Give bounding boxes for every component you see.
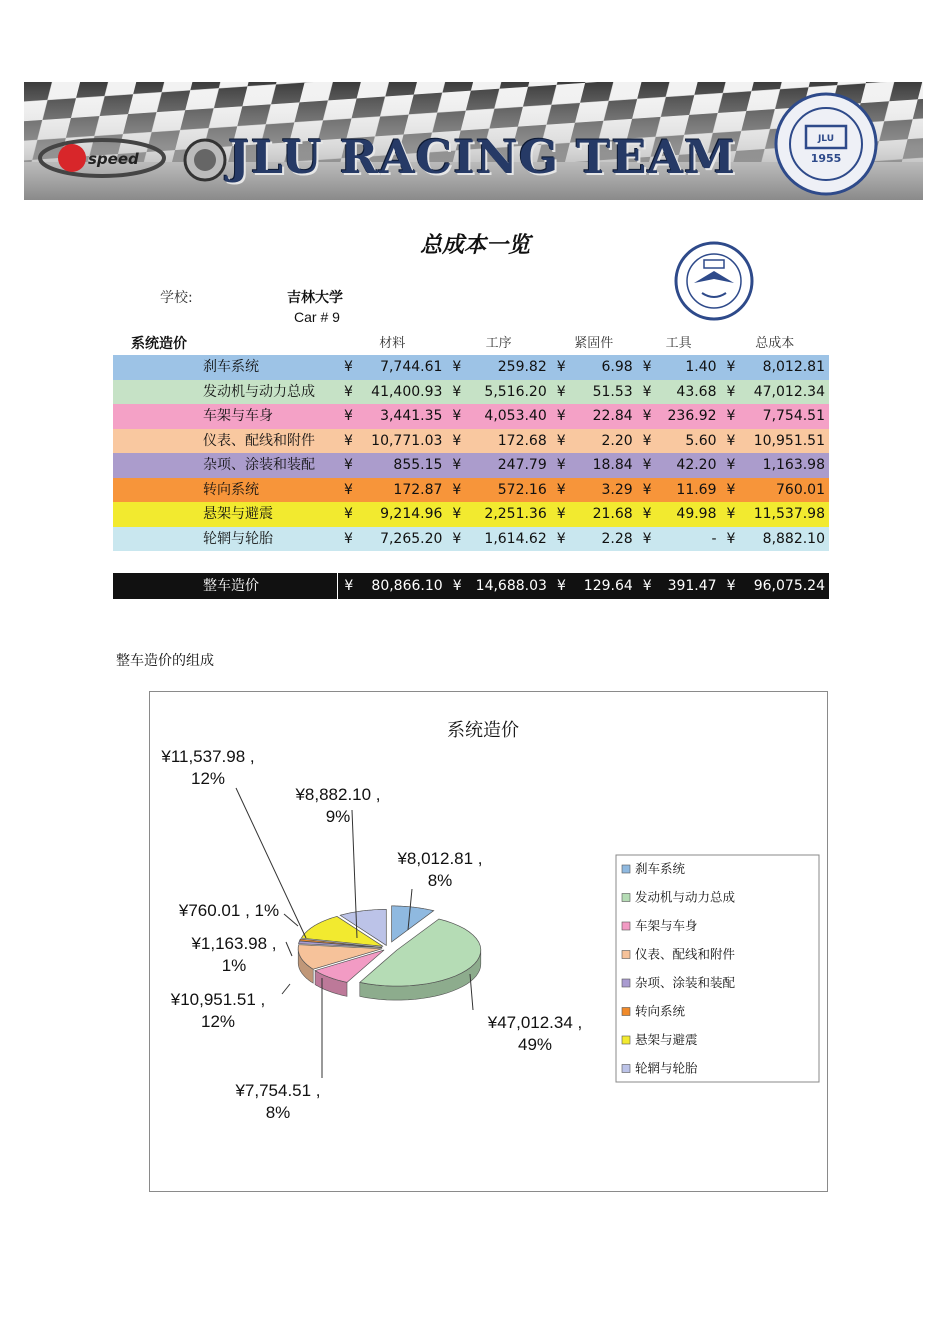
currency-symbol: ¥ <box>726 506 736 522</box>
data-label: 12% <box>190 769 226 788</box>
cell-value: 5.60 <box>685 432 717 449</box>
legend-swatch <box>622 951 630 959</box>
svg-text:1955: 1955 <box>810 152 842 165</box>
banner-title: JLU RACING TEAM <box>228 130 737 184</box>
currency-symbol: ¥ <box>726 457 736 473</box>
currency-symbol: ¥ <box>642 432 652 449</box>
currency-symbol: ¥ <box>642 530 652 547</box>
university-logo-icon <box>672 235 756 327</box>
row-label: 车架与车身 <box>203 408 273 424</box>
cell-value: 247.79 <box>497 457 547 473</box>
table-title: 系统造价 <box>131 336 187 352</box>
row-label: 悬架与避震 <box>203 506 273 522</box>
cell-value: 4,053.40 <box>484 408 547 424</box>
currency-symbol: ¥ <box>344 359 353 375</box>
currency-symbol: ¥ <box>556 457 566 473</box>
column-header: 紧固件 <box>574 336 614 351</box>
cell-value: 5,516.20 <box>484 383 547 400</box>
cell-value: 11.69 <box>676 481 717 498</box>
cell-value: 47,012.34 <box>753 383 825 400</box>
table-row <box>113 355 829 380</box>
currency-symbol: ¥ <box>452 383 462 400</box>
table-row <box>113 527 829 552</box>
pie-chart <box>150 692 827 1191</box>
currency-symbol: ¥ <box>726 578 736 594</box>
school-name: 吉林大学 <box>287 290 343 306</box>
data-label: ¥7,754.51 , <box>235 1081 321 1100</box>
currency-symbol: ¥ <box>556 530 566 547</box>
legend-label: 轮辋与轮胎 <box>635 1060 698 1076</box>
currency-symbol: ¥ <box>556 578 566 594</box>
data-label: 8% <box>427 871 453 890</box>
table-row <box>113 429 829 454</box>
svg-text:speed: speed <box>88 150 139 168</box>
currency-symbol: ¥ <box>726 408 736 424</box>
currency-symbol: ¥ <box>344 530 353 547</box>
car-number: Car # 9 <box>294 309 340 325</box>
cell-value: 2,251.36 <box>484 506 547 522</box>
currency-symbol: ¥ <box>452 359 462 375</box>
total-label: 整车造价 <box>113 573 338 599</box>
currency-symbol: ¥ <box>726 432 736 449</box>
total-value: 129.64 <box>583 578 633 594</box>
currency-symbol: ¥ <box>642 578 652 594</box>
currency-symbol: ¥ <box>642 359 652 375</box>
data-label: ¥10,951.51 , <box>170 990 266 1009</box>
currency-symbol: ¥ <box>452 408 462 424</box>
legend-swatch <box>622 979 630 987</box>
cell-value: - <box>711 530 717 547</box>
legend-swatch <box>622 1036 630 1044</box>
currency-symbol: ¥ <box>452 530 462 547</box>
cell-value: 2.28 <box>601 530 633 547</box>
cell-value: 7,744.61 <box>380 359 443 375</box>
currency-symbol: ¥ <box>452 578 462 594</box>
cell-value: 42.20 <box>676 457 717 473</box>
currency-symbol: ¥ <box>726 359 736 375</box>
cell-value: 51.53 <box>592 383 633 400</box>
cell-value: 41,400.93 <box>371 383 443 400</box>
cell-value: 11,537.98 <box>753 506 825 522</box>
cell-value: 10,771.03 <box>371 432 443 449</box>
legend-label: 刹车系统 <box>635 861 686 876</box>
data-label: ¥760.01 , 1% <box>178 901 280 920</box>
legend-swatch <box>622 894 630 902</box>
chart-legend <box>616 855 819 1082</box>
table-row <box>113 453 829 478</box>
currency-symbol: ¥ <box>556 359 566 375</box>
row-label: 轮辋与轮胎 <box>203 530 273 547</box>
section-caption: 整车造价的组成 <box>116 653 214 669</box>
cell-value: 7,754.51 <box>762 408 825 424</box>
currency-symbol: ¥ <box>452 481 462 498</box>
leader-line <box>282 984 290 994</box>
cell-value: 855.15 <box>393 457 443 473</box>
currency-symbol: ¥ <box>726 383 736 400</box>
currency-symbol: ¥ <box>726 481 736 498</box>
cell-value: 18.84 <box>592 457 633 473</box>
currency-symbol: ¥ <box>556 506 566 522</box>
currency-symbol: ¥ <box>344 506 353 522</box>
cell-value: 1,163.98 <box>762 457 825 473</box>
cell-value: 22.84 <box>592 408 633 424</box>
currency-symbol: ¥ <box>556 383 566 400</box>
school-label: 学校: <box>160 290 193 306</box>
currency-symbol: ¥ <box>344 432 353 449</box>
legend-swatch <box>622 865 630 873</box>
legend-label: 仪表、配线和附件 <box>635 946 736 962</box>
cell-value: 43.68 <box>676 383 717 400</box>
currency-symbol: ¥ <box>556 432 566 449</box>
legend-label: 车架与车身 <box>635 918 698 933</box>
legend-label: 转向系统 <box>635 1003 686 1019</box>
table-header-row <box>113 333 829 355</box>
total-value: 80,866.10 <box>371 578 443 594</box>
currency-symbol: ¥ <box>344 481 353 498</box>
data-label: ¥11,537.98 , <box>161 747 255 766</box>
total-value: 391.47 <box>667 578 717 594</box>
cell-value: 8,012.81 <box>762 359 825 375</box>
currency-symbol: ¥ <box>344 457 353 473</box>
legend-label: 杂项、涂装和装配 <box>635 975 736 990</box>
data-label: 1% <box>221 956 247 975</box>
currency-symbol: ¥ <box>642 383 652 400</box>
cell-value: 172.68 <box>497 432 547 449</box>
cell-value: 1,614.62 <box>484 530 547 547</box>
currency-symbol: ¥ <box>556 408 566 424</box>
currency-symbol: ¥ <box>452 506 462 522</box>
cell-value: 21.68 <box>592 506 633 522</box>
data-label: ¥8,882.10 , <box>295 785 381 804</box>
table-row <box>113 502 829 527</box>
data-label: 49% <box>517 1035 553 1054</box>
table-row <box>113 404 829 429</box>
column-header: 工序 <box>485 336 512 351</box>
cell-value: 2.20 <box>601 432 633 449</box>
currency-symbol: ¥ <box>452 457 462 473</box>
table-row <box>113 478 829 503</box>
currency-symbol: ¥ <box>344 578 354 594</box>
cell-value: 3.29 <box>601 481 633 498</box>
cell-value: 572.16 <box>497 481 547 498</box>
cell-value: 8,882.10 <box>762 530 825 547</box>
data-label: ¥47,012.34 , <box>487 1013 583 1032</box>
legend-swatch <box>622 922 630 930</box>
legend-label: 发动机与动力总成 <box>635 889 736 905</box>
cell-value: 236.92 <box>667 408 717 424</box>
legend-swatch <box>622 1065 630 1073</box>
cell-value: 6.98 <box>601 359 633 375</box>
row-label: 仪表、配线和附件 <box>203 432 315 449</box>
leader-line <box>286 942 292 956</box>
data-label: 12% <box>200 1012 236 1031</box>
row-label: 发动机与动力总成 <box>203 383 315 400</box>
row-label: 杂项、涂装和装配 <box>203 457 315 473</box>
currency-symbol: ¥ <box>344 408 353 424</box>
svg-text:JLU: JLU <box>817 134 835 144</box>
total-row <box>113 573 829 599</box>
cell-value: 49.98 <box>676 506 717 522</box>
cell-value: 1.40 <box>685 359 717 375</box>
data-label: 9% <box>325 807 351 826</box>
chart-title: 系统造价 <box>447 720 519 740</box>
data-label: ¥8,012.81 , <box>397 849 483 868</box>
cell-value: 172.87 <box>393 481 443 498</box>
currency-symbol: ¥ <box>642 481 652 498</box>
total-value: 14,688.03 <box>475 578 547 594</box>
cell-value: 9,214.96 <box>380 506 443 522</box>
cell-value: 3,441.35 <box>380 408 443 424</box>
column-header: 材料 <box>379 336 406 351</box>
currency-symbol: ¥ <box>642 457 652 473</box>
currency-symbol: ¥ <box>556 481 566 498</box>
currency-symbol: ¥ <box>642 408 652 424</box>
column-header: 总成本 <box>755 336 795 351</box>
legend-label: 悬架与避震 <box>635 1032 698 1047</box>
page-title: 总成本一览 <box>419 232 530 258</box>
currency-symbol: ¥ <box>452 432 462 449</box>
row-label: 转向系统 <box>203 481 259 498</box>
table-row <box>113 380 829 405</box>
data-label: 8% <box>265 1103 291 1122</box>
currency-symbol: ¥ <box>642 506 652 522</box>
pie-chart-panel <box>149 691 828 1192</box>
currency-symbol: ¥ <box>726 530 736 547</box>
cost-table <box>113 333 829 563</box>
data-label: ¥1,163.98 , <box>191 934 277 953</box>
column-header: 工具 <box>665 336 692 351</box>
currency-symbol: ¥ <box>344 383 353 400</box>
cell-value: 259.82 <box>497 359 547 375</box>
row-label: 刹车系统 <box>203 359 259 375</box>
cell-value: 760.01 <box>776 481 825 498</box>
cell-value: 7,265.20 <box>380 530 443 547</box>
total-value: 96,075.24 <box>753 578 825 594</box>
cell-value: 10,951.51 <box>753 432 825 449</box>
legend-swatch <box>622 1008 630 1016</box>
